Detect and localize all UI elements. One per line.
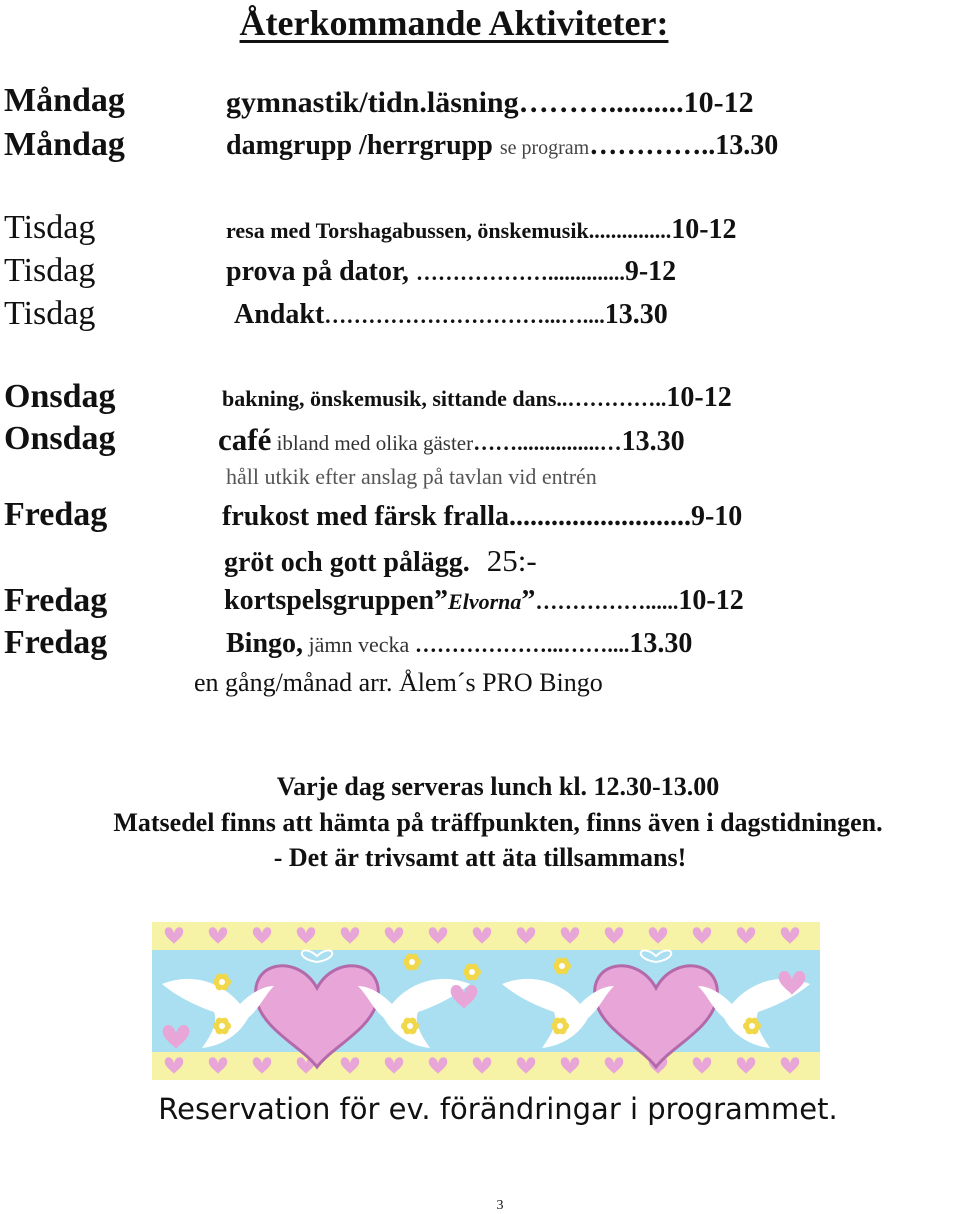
quote-close: ” — [521, 585, 536, 616]
dot-leader: ………….. — [589, 130, 716, 161]
activity-name: frukost med färsk fralla — [222, 501, 509, 532]
activity-time: 10-12 — [678, 585, 744, 616]
reservation-note: Reservation för ev. förändringar i programmet. — [158, 1092, 838, 1126]
page-title: Återkommande Aktiviteter: — [239, 3, 669, 43]
activity-row — [226, 628, 692, 660]
activity-name: gymnastik/tidn.läsning — [226, 86, 519, 119]
activity-name: bakning, önskemusik, sittande dans — [222, 386, 557, 411]
price-label: 25:- — [486, 543, 537, 578]
dot-leader: ............... — [588, 218, 672, 243]
activity-name: Andakt — [234, 299, 325, 330]
activity-time: 9-10 — [690, 501, 743, 532]
activity-row — [226, 256, 676, 288]
activity-name: prova på dator, — [226, 256, 416, 287]
dot-leader: ..………….. — [556, 386, 667, 411]
day-label: Måndag — [4, 126, 125, 163]
decorative-banner — [152, 922, 820, 1080]
activity-subline — [224, 543, 537, 579]
day-label: Tisdag — [4, 252, 96, 289]
activity-note: ibland med olika gäster — [271, 431, 474, 455]
quote-open: ” — [434, 585, 449, 616]
activity-row — [222, 382, 732, 414]
dot-leader: ……………...... — [535, 589, 679, 614]
lunch-note: Varje dag serveras lunch kl. 12.30-13.00 — [276, 772, 720, 801]
day-label: Fredag — [4, 582, 108, 619]
activity-time: 10-12 — [683, 86, 754, 119]
activity-name: Bingo, — [226, 628, 304, 659]
activity-row — [218, 422, 685, 458]
dot-leader: ……...............… — [473, 430, 622, 455]
dot-leader: ………………...…….... — [414, 632, 630, 657]
activity-time: 9-12 — [624, 256, 677, 287]
day-label: Måndag — [4, 82, 125, 119]
activity-row — [234, 299, 668, 331]
activity-time: 13.30 — [621, 426, 685, 457]
dot-leader: ……………….............. — [415, 260, 625, 285]
activity-row — [226, 130, 778, 162]
dot-leader: .......................... — [508, 501, 691, 532]
day-label: Onsdag — [4, 378, 116, 415]
day-label: Tisdag — [4, 209, 96, 246]
group-name: Elvorna — [448, 589, 522, 614]
activity-subnote: håll utkik efter anslag på tavlan vid entrén — [226, 464, 597, 489]
day-label: Onsdag — [4, 420, 116, 457]
activity-row — [226, 86, 754, 120]
activity-row — [226, 214, 737, 246]
activity-time: 13.30 — [604, 299, 668, 330]
dot-leader: ……….......... — [518, 86, 684, 119]
activity-row — [224, 585, 744, 617]
menu-note: Matsedel finns att hämta på träffpunkten, finns även i dagstidningen. — [113, 808, 883, 837]
activity-name: café — [218, 422, 272, 457]
page-number: 3 — [496, 1198, 504, 1213]
activity-time: 10-12 — [671, 214, 737, 245]
activity-note: se program — [499, 137, 590, 159]
day-label: Fredag — [4, 496, 108, 533]
day-label: Fredag — [4, 624, 108, 661]
activity-name: kortspelsgruppen — [224, 585, 435, 616]
together-note: - Det är trivsamt att äta tillsammans! — [273, 843, 687, 872]
activity-name: resa med Torshagabussen, önskemusik — [226, 218, 589, 243]
activity-subnote: gröt och gott pålägg. — [224, 547, 470, 578]
activity-time: 13.30 — [715, 130, 779, 161]
day-label: Tisdag — [4, 295, 96, 332]
activity-row — [222, 501, 742, 533]
activity-time: 10-12 — [666, 382, 732, 413]
activity-time: 13.30 — [629, 628, 693, 659]
activity-subnote: en gång/månad arr. Ålem´s PRO Bingo — [194, 668, 603, 697]
activity-name: damgrupp /herrgrupp — [226, 130, 500, 161]
activity-note: jämn vecka — [303, 632, 415, 657]
dot-leader: …………………………...….... — [324, 303, 605, 328]
